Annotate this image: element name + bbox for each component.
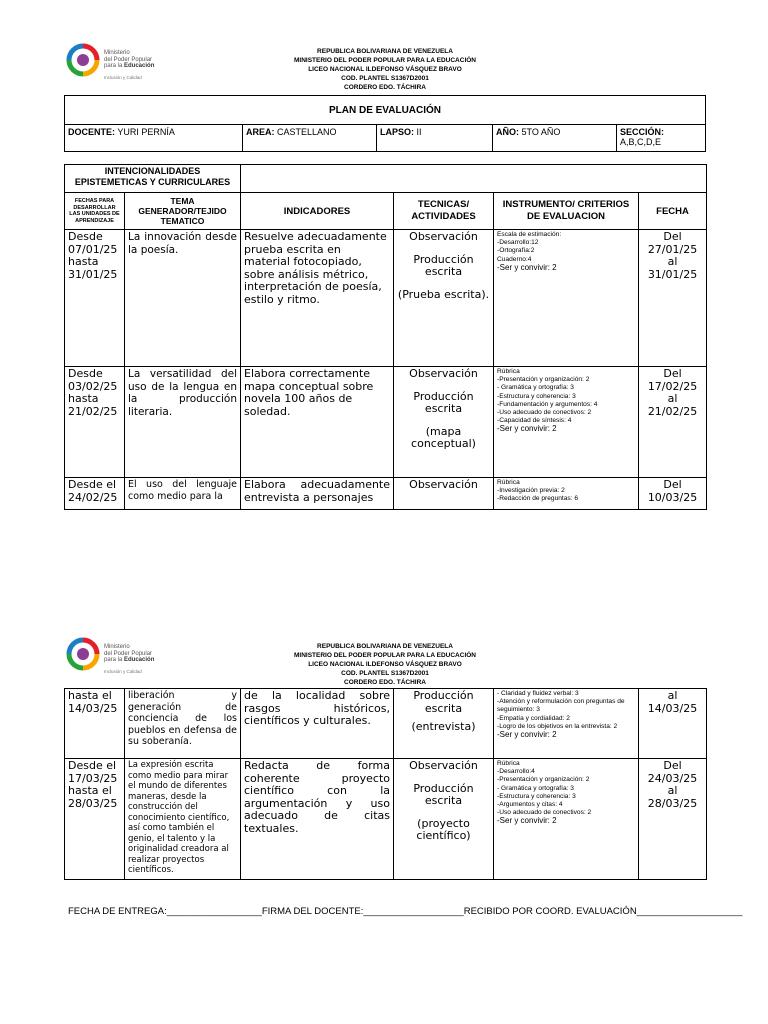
row5-tecnicas — [394, 759, 494, 880]
row4-tema: liberación y generación de conciencia de los pueblos en defensa de su soberanía. — [125, 689, 241, 759]
logo-line3b: Educación — [124, 657, 155, 663]
seccion-value: A,B,C,D,E — [620, 137, 662, 147]
row5-ins-bold: -Ser y convivir: 2 — [497, 816, 557, 826]
row2-fecha: Del 17/02/25 al 21/02/25 — [639, 367, 707, 478]
row1-tema: La innovación desde la poesía. — [125, 230, 241, 367]
header-line2: MINISTERIO DEL PODER POPULAR PARA LA EDUCACIÓN — [293, 57, 476, 64]
row5-tema: La expresión escrita como medio para mirar el mundo de diferentes maneras, desde la construcción del conocimiento científico, así como también el genio, el talento y la originalidad creadora al realizar proyectos científicos. — [125, 759, 241, 880]
row2-ins-line: -Fundamentación y argumentos: 4 — [497, 400, 598, 408]
row2-ins-line: Rúbrica — [497, 368, 520, 375]
row1-fechas: Desde 07/01/25 hasta 31/01/25 — [65, 230, 125, 367]
row4-ins-line: - Claridad y fluidez verbal: 3 — [497, 690, 579, 697]
row5-ins-line: -Uso adecuado de conectivos: 2 — [497, 809, 592, 817]
header-tema: TEMA GENERADOR/TEJIDO TEMATICO — [125, 193, 241, 230]
header-line4: COD. PLANTEL S1367D2001 — [341, 670, 429, 677]
logo-line3b: Educación — [124, 63, 155, 69]
logo-line1: Ministerio — [104, 644, 130, 650]
row5-tecnica3: (proyecto científico) — [416, 816, 471, 842]
logo-line3a: para la — [104, 63, 125, 69]
row3-fecha: Del 10/03/25 — [639, 478, 707, 510]
header-line1: REPUBLICA BOLIVARIANA DE VENEZUELA — [317, 48, 453, 55]
row2-ins-line: -Uso adecuado de conectivos: 2 — [497, 409, 592, 417]
row1-tecnica1: Observación — [409, 230, 478, 243]
row4-fecha: al 14/03/25 — [639, 689, 707, 759]
header-line3: LICEO NACIONAL ILDEFONSO VÁSQUEZ BRAVO — [308, 66, 462, 73]
ministry-logo — [64, 42, 164, 82]
row5-fechas: Desde el 17/03/25 hasta el 28/03/25 — [65, 759, 125, 880]
row1-instrumento — [494, 230, 639, 367]
row4-ins-line: -Logro de los objetivos en la entrevista: 2 — [497, 722, 618, 730]
anio-label: AÑO: — [496, 127, 519, 137]
row3-ins-line: -Investigación previa: 2 — [497, 487, 565, 495]
row2-ins-line: -Estructura y coherencia: 3 — [497, 392, 576, 400]
row4-tecnica1: Producción escrita — [413, 689, 474, 715]
ministry-logo-page2 — [64, 636, 164, 676]
row2-tema: La versatilidad del uso de la lengua en la producción literaria. — [125, 367, 241, 478]
row3-ins-line: Rúbrica — [497, 479, 520, 486]
logo-line3a: para la — [104, 657, 125, 663]
row4-tecnica2: (entrevista) — [411, 720, 476, 733]
plan-info-row — [64, 124, 706, 152]
row3-tema: El uso del lenguaje como medio para la — [125, 478, 241, 510]
table-row — [65, 230, 707, 367]
row2-ins-line: -Presentación y organización: 2 — [497, 376, 590, 384]
table-row — [65, 759, 707, 880]
row4-tecnicas — [394, 689, 494, 759]
row1-indicador: Resuelve adecuadamente prueba escrita en material fotocopiado, sobre análisis métrico, interpretación de poesía, estilo y ritmo. — [241, 230, 394, 367]
row5-tecnica2: Producción escrita — [413, 781, 474, 807]
lapso-label: LAPSO: — [380, 127, 415, 137]
plan-title: PLAN DE EVALUACIÓN — [328, 105, 442, 116]
row4-ins-bold: -Ser y convivir: 2 — [497, 730, 557, 740]
row3-instrumento — [494, 478, 639, 510]
seccion-label: SECCIÓN: — [620, 127, 665, 137]
table-row — [65, 367, 707, 478]
row2-tecnica2: Producción escrita — [413, 389, 474, 415]
row3-indicador: Elabora adecuadamente entrevista a personajes — [241, 478, 394, 510]
header-intencionalidades: INTENCIONALIDADES EPISTEMETICAS Y CURRICULARES — [65, 165, 241, 193]
lapso-value: II — [414, 127, 422, 137]
row4-instrumento — [494, 689, 639, 759]
header-fechas: FECHAS PARA DESARROLLAR LAS UNIDADES DE APRENDIZAJE — [65, 193, 125, 230]
signature-footer: FECHA DE ENTREGA:__________________FIRMA DEL DOCENTE:___________________RECIBIDO POR COORD. EVALUACIÓN____________________ — [68, 906, 743, 917]
row1-tecnica3: (Prueba escrita). — [397, 287, 490, 301]
logo-line1: Ministerio — [104, 50, 130, 56]
row4-fechas: hasta el 14/03/25 — [65, 689, 125, 759]
row2-tecnica3: (mapa conceptual) — [411, 424, 476, 450]
row2-ins-bold: -Ser y convivir: 2 — [497, 424, 557, 434]
table-row — [65, 689, 707, 759]
header-line5: CORDERO EDO. TÁCHIRA — [344, 679, 426, 686]
logo-line2: del Poder Popular — [104, 650, 153, 657]
row5-ins-line: Rúbrica — [497, 760, 520, 767]
row2-fechas: Desde 03/02/25 hasta 21/02/25 — [65, 367, 125, 478]
row5-ins-line: -Desarrollo:4 — [497, 768, 535, 776]
header-line2: MINISTERIO DEL PODER POPULAR PARA LA EDUCACIÓN — [293, 652, 476, 659]
row2-indicador: Elabora correctamente mapa conceptual sobre novela 100 años de soledad. — [241, 367, 394, 478]
row3-fechas: Desde el 24/02/25 — [65, 478, 125, 510]
docente-label: DOCENTE: — [68, 127, 115, 137]
row4-ins-line: -Empatía y cordialidad: 2 — [497, 714, 570, 722]
header-line4: COD. PLANTEL S1367D2001 — [341, 75, 429, 82]
header-line5: CORDERO EDO. TÁCHIRA — [344, 84, 426, 91]
row2-tecnica1: Observación — [409, 367, 478, 380]
institution-header-page2 — [230, 642, 540, 687]
plan-title-box — [64, 95, 706, 125]
table-row — [65, 478, 707, 510]
ministry-emblem-icon — [64, 636, 102, 672]
row2-ins-line: -Capacidad de síntesis: 4 — [497, 417, 572, 425]
row1-ins-line: Escala de estimación: — [497, 231, 562, 238]
row5-indicador: Redacta de forma coherente proyecto científico con la argumentación y uso adecuado de citas textuales. — [241, 759, 394, 880]
institution-header — [230, 47, 540, 92]
row2-instrumento — [494, 367, 639, 478]
row5-ins-line: -Argumentos y citas: 4 — [497, 801, 563, 809]
row1-ins-bold: -Ser y convivir: 2 — [497, 262, 557, 272]
anio-value: 5TO AÑO — [519, 127, 561, 137]
area-value: CASTELLANO — [274, 127, 337, 137]
row5-tecnica1: Observación — [409, 759, 478, 772]
header-fecha: FECHA — [639, 193, 707, 230]
header-line1: REPUBLICA BOLIVARIANA DE VENEZUELA — [317, 643, 453, 650]
row3-ins-line: -Redacción de preguntas: 6 — [497, 495, 579, 503]
area-label: AREA: — [246, 127, 275, 137]
row2-ins-line: - Gramática y ortografía: 3 — [497, 384, 574, 392]
row5-ins-line: - Gramática y ortografía: 3 — [497, 784, 574, 792]
row5-ins-line: -Estructura y coherencia: 3 — [497, 792, 576, 800]
row1-ins-line: -Desarrollo:12 — [497, 239, 539, 247]
logo-line2: del Poder Popular — [104, 56, 153, 63]
header-indicadores: INDICADORES — [241, 193, 394, 230]
row5-ins-line: -Presentación y organización: 2 — [497, 776, 590, 784]
row1-tecnica2: Producción escrita — [413, 252, 474, 278]
logo-tagline: Inclusión y Calidad — [104, 75, 142, 80]
ministry-emblem-icon — [64, 42, 102, 78]
header-line3: LICEO NACIONAL ILDEFONSO VÁSQUEZ BRAVO — [308, 661, 462, 668]
evaluation-table-continued — [64, 688, 707, 880]
logo-tagline: Inclusión y Calidad — [104, 669, 142, 674]
row1-ins-line: -Ortografía:2 — [497, 247, 535, 255]
row1-ins-line: Cuaderno:4 — [497, 255, 532, 263]
row5-fecha: Del 24/03/25 al 28/03/25 — [639, 759, 707, 880]
row4-indicador: de la localidad sobre rasgos históricos, científicos y culturales. — [241, 689, 394, 759]
header-tecnicas: TECNICAS/ ACTIVIDADES — [394, 193, 494, 230]
header-instrumento: INSTRUMENTO/ CRITERIOS DE EVALUACION — [494, 193, 639, 230]
row4-ins-line: -Atención y reformulación con preguntas de seguimiento: 3 — [497, 698, 625, 714]
row2-tecnicas — [394, 367, 494, 478]
docente-value: YURI PERNÍA — [115, 127, 175, 137]
row1-tecnicas — [394, 230, 494, 367]
row5-instrumento — [494, 759, 639, 880]
row3-tecnica1: Observación — [394, 478, 494, 510]
evaluation-table — [64, 164, 707, 510]
row1-fecha: Del 27/01/25 al 31/01/25 — [639, 230, 707, 367]
